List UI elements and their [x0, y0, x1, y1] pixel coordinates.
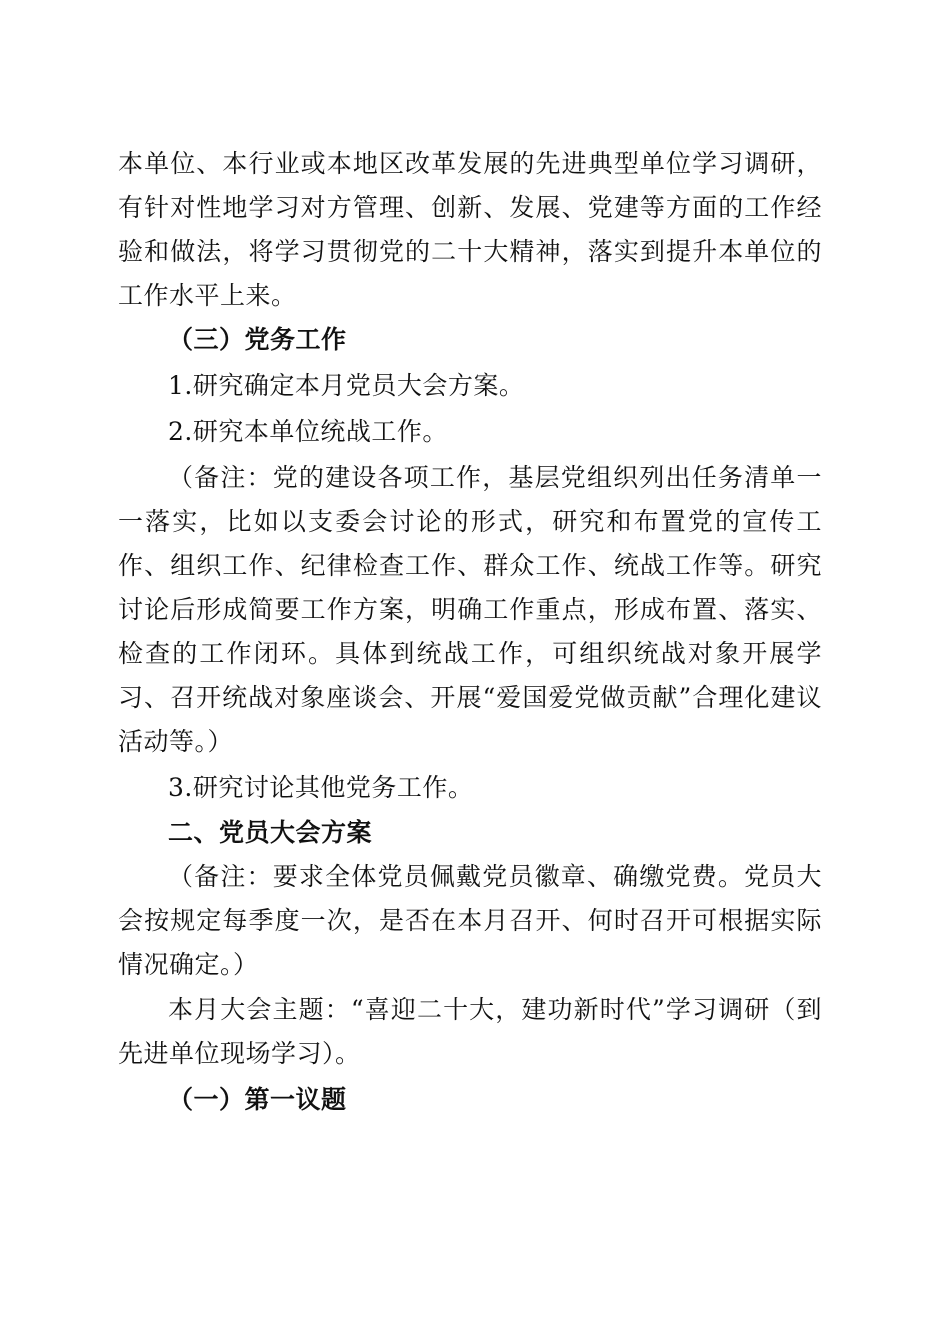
list-item-2: 2.研究本单位统战工作。: [168, 417, 448, 446]
paragraph-note-party-building: （备注：党的建设各项工作，基层党组织列出任务清单一一落实，比如以支委会讨论的形式，研究和布置党的宣传工作、组织工作、纪律检查工作、群众工作、统战工作等。研究讨论后形成简要工作方案，明确工作重点，形成布置、落实、检查的工作闭环。具体到统战工作，可组织统战对象开展学习、召开统战对象座谈会、开展“爱国爱党做贡献”合理化建议活动等。）: [118, 463, 822, 756]
paragraph-note-meeting: （备注：要求全体党员佩戴党员徽章、确缴党费。党员大会按规定每季度一次，是否在本月召开、何时召开可根据实际情况确定。）: [118, 862, 822, 979]
section-heading-meeting-plan: 二、党员大会方案: [168, 818, 373, 847]
paragraph-meeting-theme: 本月大会主题：“喜迎二十大，建功新时代”学习调研（到先进单位现场学习）。: [118, 995, 822, 1068]
sub-heading-first-topic: （一）第一议题: [168, 1085, 347, 1114]
list-item-3: 3.研究讨论其他党务工作。: [168, 773, 474, 802]
list-item-1: 1.研究确定本月党员大会方案。: [168, 371, 525, 400]
heading-party-affairs: （三）党务工作: [168, 325, 347, 354]
paragraph-study-visit: 本单位、本行业或本地区改革发展的先进典型单位学习调研，有针对性地学习对方管理、创新、发展、党建等方面的工作经验和做法，将学习贯彻党的二十大精神，落实到提升本单位的工作水平上来。: [118, 149, 822, 310]
